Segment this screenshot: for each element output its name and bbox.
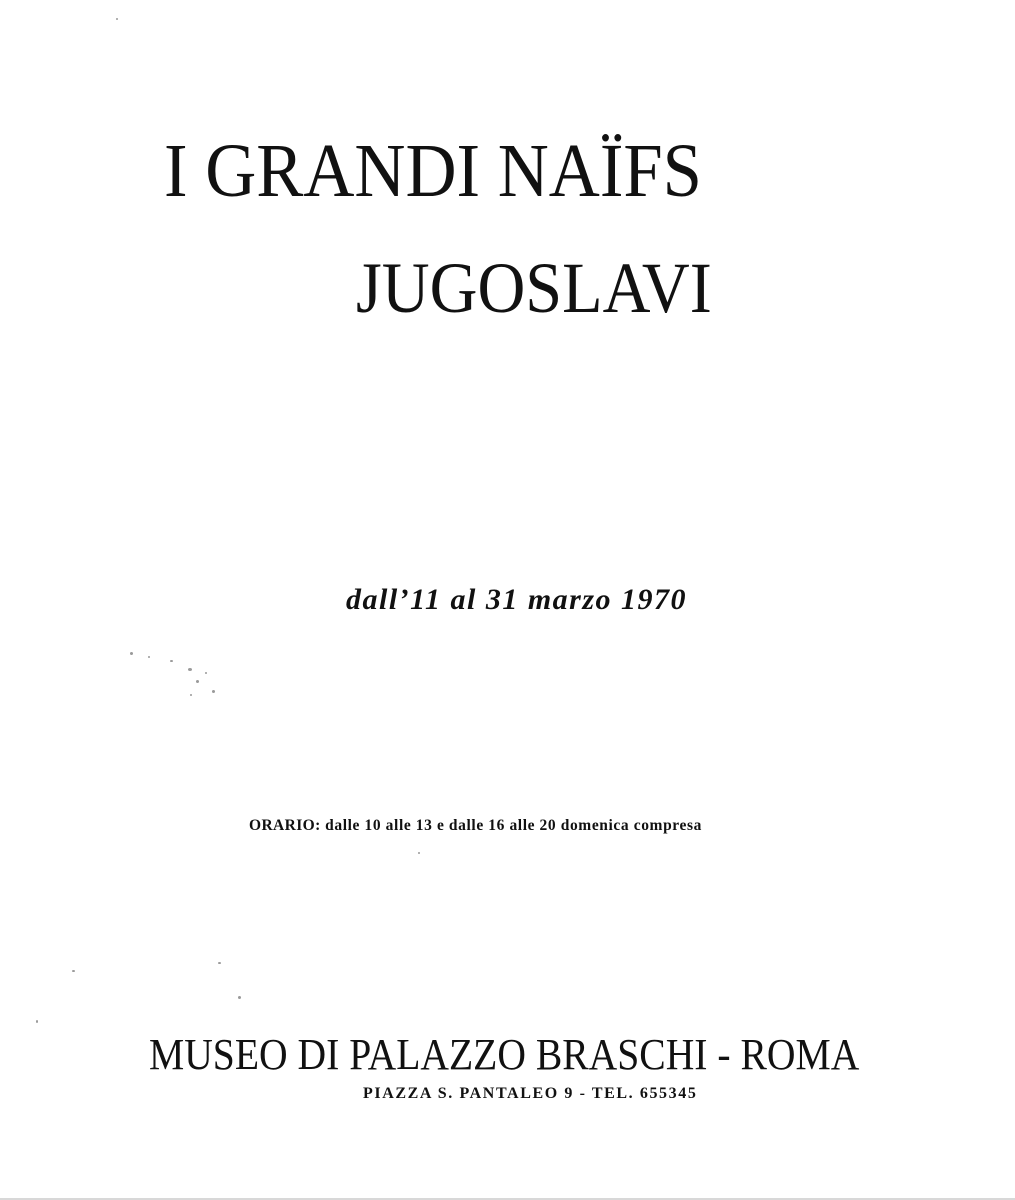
- scan-speck: [72, 970, 75, 972]
- scan-speck: [218, 962, 221, 964]
- scan-speck: [130, 652, 133, 655]
- opening-hours-label: ORARIO:: [249, 817, 321, 834]
- scan-speck: [116, 18, 118, 20]
- scan-speck: [36, 1020, 38, 1023]
- exhibition-dates: dall’11 al 31 marzo 1970: [346, 583, 688, 616]
- scan-speck: [418, 852, 420, 854]
- opening-hours: [249, 818, 702, 834]
- scan-speck: [148, 656, 150, 658]
- scan-speck: [170, 660, 173, 662]
- exhibition-subtitle: JUGOSLAVI: [356, 248, 712, 328]
- opening-hours-text: dalle 10 alle 13 e dalle 16 alle 20 domenica compresa: [325, 817, 702, 834]
- exhibition-title: I GRANDI NAÏFS: [164, 129, 702, 213]
- scan-speck: [196, 680, 199, 683]
- scan-speck: [188, 668, 192, 671]
- venue-name: MUSEO DI PALAZZO BRASCHI - ROMA: [149, 1030, 860, 1079]
- scan-speck: [190, 694, 192, 696]
- scan-speck: [205, 672, 207, 674]
- venue-address: PIAZZA S. PANTALEO 9 - TEL. 655345: [363, 1085, 698, 1102]
- scan-speck: [212, 690, 215, 693]
- scan-speck: [238, 996, 241, 999]
